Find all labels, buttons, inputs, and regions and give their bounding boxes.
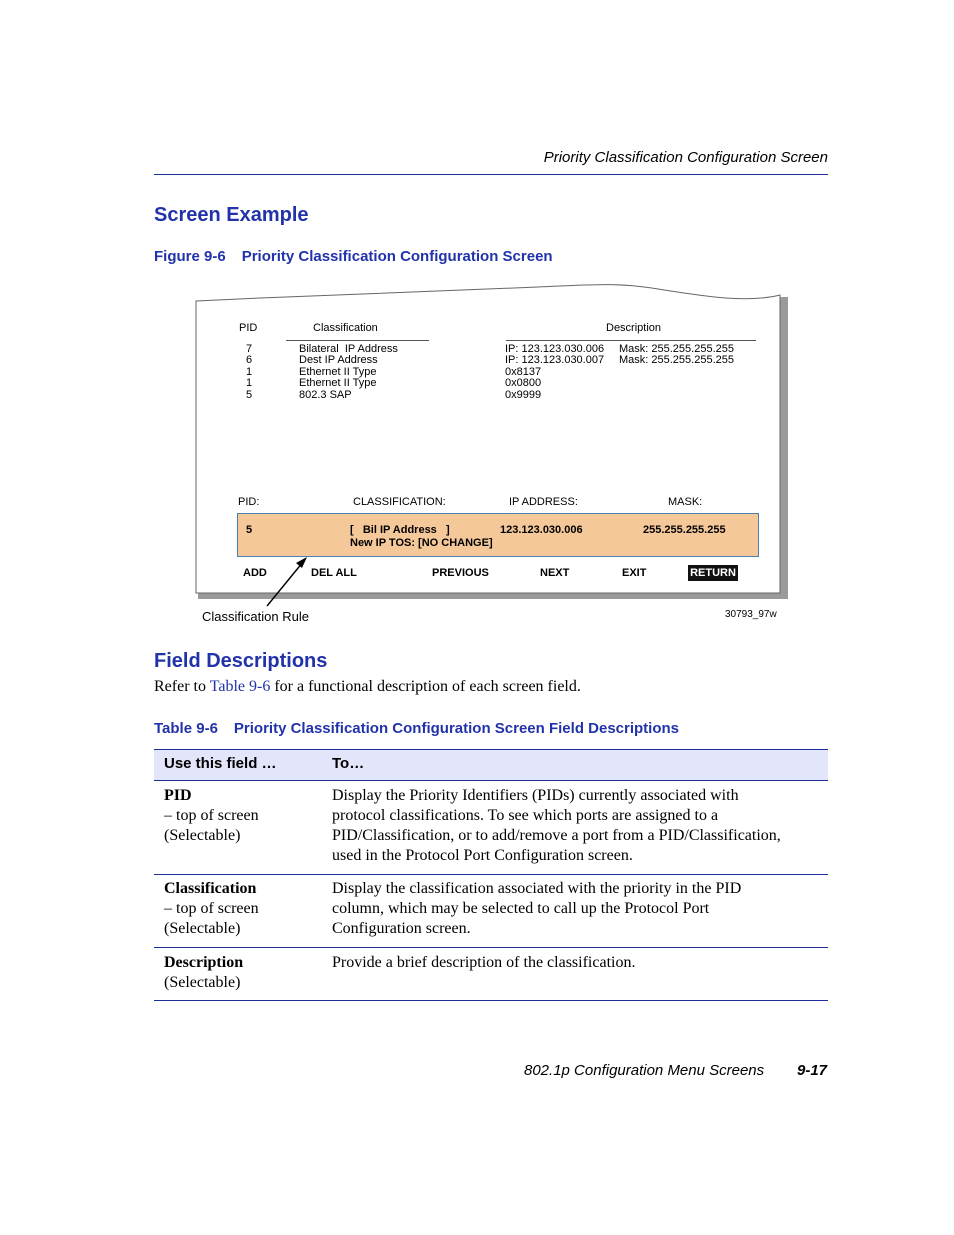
edit-field-pid[interactable]: 5	[246, 524, 253, 536]
list-item-classification[interactable]: Bilateral IP Address	[299, 343, 398, 355]
field-name: Classification	[164, 880, 257, 897]
screen-pid-list[interactable]	[244, 344, 254, 401]
del-all-command[interactable]: DEL ALL	[311, 567, 357, 579]
list-item-description[interactable]: 0x9999	[505, 388, 542, 401]
desc-line: protocol classifications. To see which ports are assigned to a	[332, 807, 719, 824]
next-command[interactable]: NEXT	[540, 567, 570, 579]
edit-label-pid: PID:	[238, 496, 260, 508]
callout-label: Classification Rule	[202, 609, 309, 624]
table-row-description	[332, 953, 828, 973]
desc-line: column, which may be selected to call up the Protocol Port	[332, 900, 710, 917]
table-row-description	[332, 786, 828, 866]
footer-chapter: 802.1p Configuration Menu Screens	[524, 1062, 765, 1079]
desc-line: Display the classification associated with the priority in the PID	[332, 880, 742, 897]
art-id: 30793_97w	[725, 609, 777, 620]
screen-description-list[interactable]	[505, 344, 604, 401]
intro-paragraph	[154, 678, 581, 696]
field-sub: – top of screen	[164, 900, 259, 917]
running-header: Priority Classification Configuration Screen	[543, 149, 828, 166]
intro-text-before: Refer to	[154, 678, 210, 695]
desc-line: Display the Priority Identifiers (PIDs) currently associated with	[332, 787, 739, 804]
edit-label-classification: CLASSIFICATION:	[353, 496, 446, 508]
table-rule-top	[154, 749, 828, 750]
table-row-field	[164, 786, 324, 846]
list-item-mask: Mask: 255.255.255.255	[619, 343, 734, 355]
edit-field-classification[interactable]: [ Bil IP Address ]	[350, 524, 450, 536]
desc-line: PID/Classification, or to add/remove a port from a PID/Classification,	[332, 827, 781, 844]
edit-field-ip-address[interactable]: 123.123.030.006	[500, 524, 583, 536]
table-number: Table 9-6	[154, 720, 218, 737]
edit-label-ip-address: IP ADDRESS:	[509, 496, 578, 508]
list-item-description[interactable]: IP: 123.123.030.006	[505, 343, 605, 355]
section-heading-screen-example: Screen Example	[154, 204, 309, 226]
desc-line: Provide a brief description of the classification.	[332, 954, 636, 971]
description-underline	[506, 340, 756, 341]
field-sub: (Selectable)	[164, 974, 241, 991]
list-item-pid[interactable]: 5	[245, 388, 253, 401]
table-col-to: To…	[332, 755, 365, 772]
list-item-classification[interactable]: 802.3 SAP	[299, 388, 352, 401]
classification-underline	[286, 340, 429, 341]
list-item-description[interactable]: 0x8137	[505, 365, 542, 378]
table-row-field	[164, 953, 324, 993]
figure-title: Priority Classification Configuration Screen	[241, 248, 553, 265]
section-heading-field-descriptions: Field Descriptions	[154, 650, 328, 672]
desc-line: used in the Protocol Port Configuration screen.	[332, 847, 633, 864]
list-item-pid[interactable]: 7	[245, 343, 253, 355]
edit-field-mask[interactable]: 255.255.255.255	[643, 524, 726, 536]
figure-number: Figure 9-6	[154, 248, 226, 265]
page-number: 9-17	[797, 1062, 828, 1079]
field-name: PID	[164, 787, 192, 804]
list-item-classification[interactable]: Dest IP Address	[299, 354, 378, 367]
list-item-mask: Mask: 255.255.255.255	[619, 354, 734, 367]
field-sub: (Selectable)	[164, 827, 241, 844]
list-item-description[interactable]: 0x0800	[505, 377, 542, 390]
list-item-pid[interactable]: 6	[245, 354, 253, 367]
table-col-field: Use this field …	[164, 755, 277, 772]
field-sub: (Selectable)	[164, 920, 241, 937]
table-caption	[154, 720, 679, 737]
edit-field-tos[interactable]: New IP TOS: [NO CHANGE]	[350, 537, 493, 549]
screen-col-classification: Classification	[313, 322, 378, 334]
desc-line: Configuration screen.	[332, 920, 471, 937]
table-row-field	[164, 879, 324, 939]
edit-label-mask: MASK:	[668, 496, 703, 508]
intro-text-after: for a functional description of each screen field.	[270, 678, 581, 695]
figure-caption	[154, 248, 553, 265]
list-item-classification[interactable]: Ethernet II Type	[299, 377, 377, 390]
field-name: Description	[164, 954, 244, 971]
screen-col-description: Description	[606, 322, 662, 334]
return-command[interactable]: RETURN	[688, 565, 738, 581]
callout-arrow-icon	[255, 552, 315, 612]
list-item-description[interactable]: IP: 123.123.030.007	[505, 354, 605, 367]
exit-command[interactable]: EXIT	[622, 567, 647, 579]
table-link[interactable]: Table 9-6	[209, 678, 271, 695]
add-command[interactable]: ADD	[243, 567, 267, 579]
list-item-pid[interactable]: 1	[245, 377, 253, 390]
table-rule-row	[154, 874, 828, 875]
table-rule-bottom	[154, 1000, 828, 1001]
table-rule-row	[154, 947, 828, 948]
header-rule	[154, 174, 828, 175]
previous-command[interactable]: PREVIOUS	[432, 567, 489, 579]
list-item-pid[interactable]: 1	[245, 365, 253, 378]
table-rule-header	[154, 780, 828, 781]
list-item-classification[interactable]: Ethernet II Type	[299, 365, 377, 378]
field-sub: – top of screen	[164, 807, 259, 824]
screen-mask-list	[619, 344, 734, 367]
screen-classification-list[interactable]	[299, 344, 398, 401]
table-row-description	[332, 879, 828, 939]
screen-col-pid: PID	[239, 322, 258, 334]
table-title: Priority Classification Configuration Screen Field Descriptions	[233, 720, 680, 737]
